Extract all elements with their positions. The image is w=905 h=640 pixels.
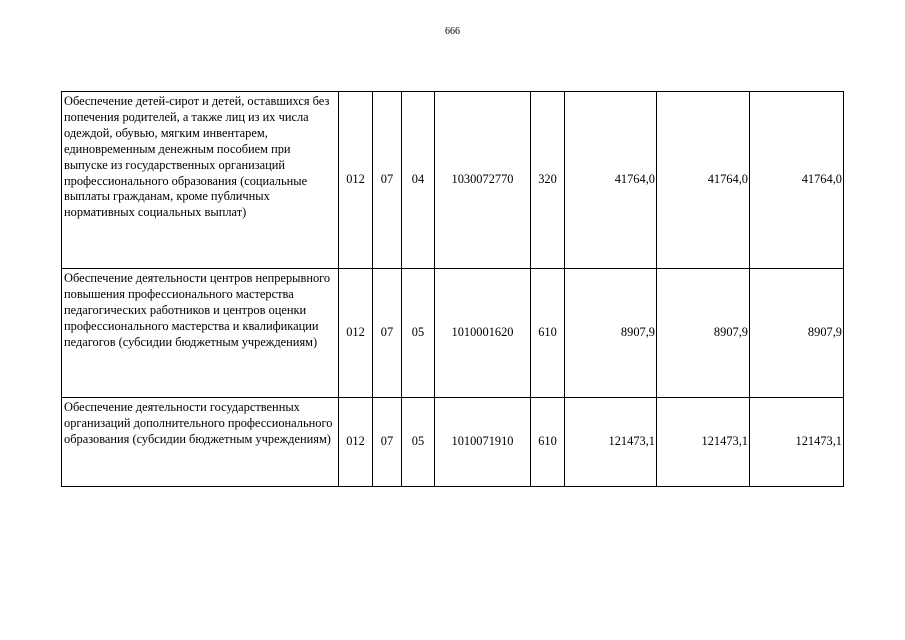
target-article-code: 1010071910 <box>435 398 531 487</box>
amount-year-1: 41764,0 <box>565 92 657 269</box>
amount-year-3: 121473,1 <box>750 398 844 487</box>
table-row <box>62 92 844 269</box>
ministry-code: 012 <box>339 269 373 398</box>
ministry-code: 012 <box>339 92 373 269</box>
amount-year-2: 121473,1 <box>657 398 750 487</box>
subsection-code: 04 <box>402 92 435 269</box>
budget-table <box>61 91 844 487</box>
target-article-code: 1030072770 <box>435 92 531 269</box>
amount-year-2: 41764,0 <box>657 92 750 269</box>
expense-type-code: 610 <box>531 398 565 487</box>
amount-year-1: 8907,9 <box>565 269 657 398</box>
amount-year-3: 8907,9 <box>750 269 844 398</box>
section-code: 07 <box>373 92 402 269</box>
section-code: 07 <box>373 398 402 487</box>
expense-type-code: 610 <box>531 269 565 398</box>
target-article-code: 1010001620 <box>435 269 531 398</box>
row-description: Обеспечение деятельности центров непрерывного повышения профессионального мастерства педагогических работников и центров оценки профессионального мастерства и квалификации педагогов (субсидии бюджетным учреждениям) <box>62 269 339 398</box>
ministry-code: 012 <box>339 398 373 487</box>
amount-year-2: 8907,9 <box>657 269 750 398</box>
expense-type-code: 320 <box>531 92 565 269</box>
table-row <box>62 269 844 398</box>
page-number: 666 <box>445 26 460 37</box>
row-description: Обеспечение деятельности государственных организаций дополнительного профессионального образования (субсидии бюджетным учреждениям) <box>62 398 339 487</box>
subsection-code: 05 <box>402 269 435 398</box>
amount-year-1: 121473,1 <box>565 398 657 487</box>
section-code: 07 <box>373 269 402 398</box>
amount-year-3: 41764,0 <box>750 92 844 269</box>
table-row <box>62 398 844 487</box>
subsection-code: 05 <box>402 398 435 487</box>
row-description: Обеспечение детей-сирот и детей, оставшихся без попечения родителей, а также лиц из их числа одеждой, обувью, мягким инвентарем, единовременным денежным пособием при выпуске из государственных организаций профессионального образования (социальные выплаты гражданам, кроме публичных нормативных социальных выплат) <box>62 92 339 269</box>
